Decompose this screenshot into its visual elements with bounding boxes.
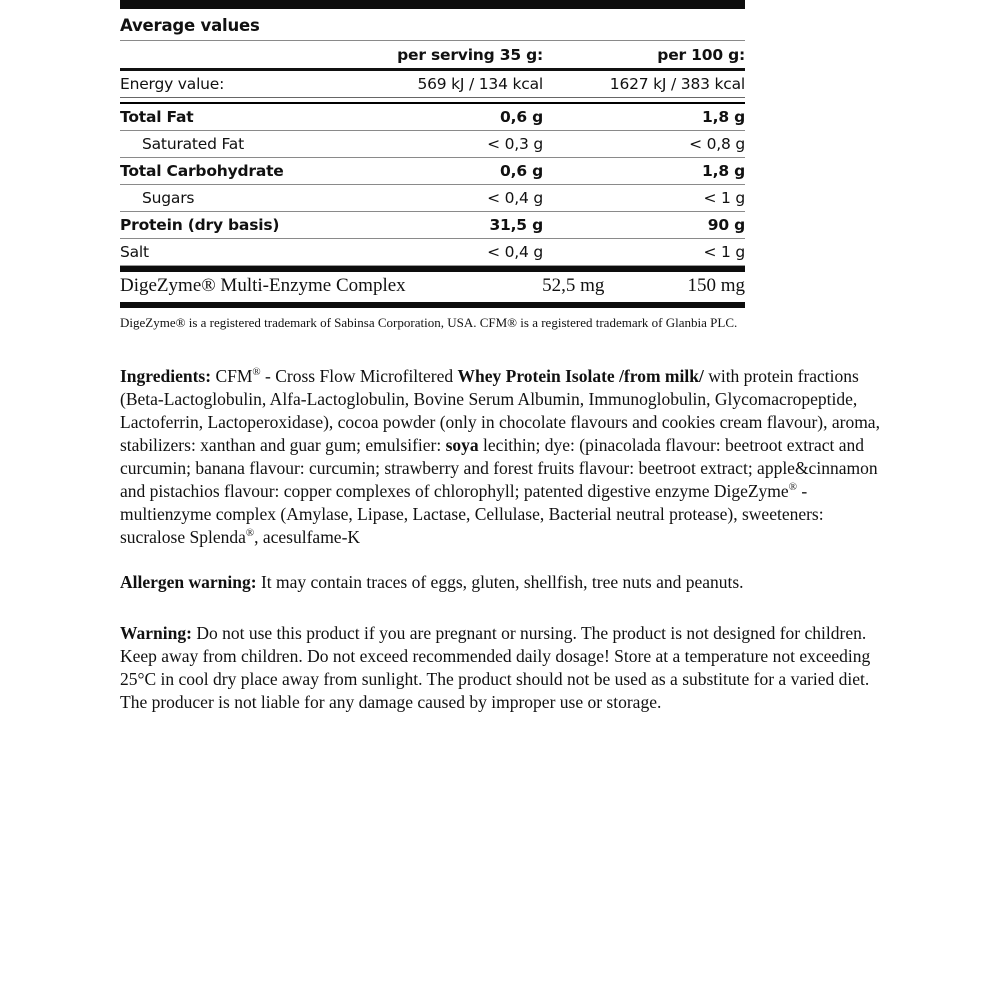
row-per100-value: < 1 g	[703, 243, 745, 261]
row-label: Total Carbohydrate	[120, 162, 284, 180]
table-row-energy	[120, 71, 745, 97]
row-label: DigeZyme® Multi-Enzyme Complex	[120, 275, 406, 296]
table-header-row	[120, 41, 745, 68]
row-label: Energy value:	[120, 75, 225, 93]
row-label: Sugars	[142, 189, 195, 207]
table-row-digezyme	[120, 272, 745, 300]
table-title: Average values	[120, 16, 260, 35]
column-header-per100: per 100 g:	[657, 45, 745, 64]
label-paragraphs	[120, 365, 885, 714]
trademark-footnote: DigeZyme® is a registered trademark of Sabinsa Corporation, USA. CFM® is a registered trademark of Glanbia PLC.	[120, 315, 738, 330]
row-serving-value: < 0,4 g	[487, 243, 543, 261]
row-serving-value: 52,5 mg	[542, 275, 605, 296]
double-rule	[120, 97, 745, 104]
ingredients-paragraph: Ingredients: CFM® - Cross Flow Microfiltered Whey Protein Isolate /from milk/ with protein fractions (Beta-Lactoglobulin, Alfa-Lactoglobulin, Bovine Serum Albumin, Immunoglobulin, Glycomacropeptide, Lactoferrin, Lactoperoxidase), cocoa powder (only in chocolate flavours and cookies cream flavour), aroma, stabilizers: xanthan and guar gum; emulsifier: soya lecithin; dye: (pinacolada flavour: beetroot extract and curcumin; banana flavour: curcumin; strawberry and forest fruits flavour: beetroot extract; apple&cinnamon and pistachios flavour: copper complexes of chlorophyll; patented digestive enzyme DigeZyme® - multienzyme complex (Amylase, Lipase, Lactase, Cellulase, Bacterial neutral protease), sweeteners: sucralose Splenda®, acesulfame-K	[120, 365, 880, 547]
row-label: Total Fat	[120, 108, 194, 126]
row-per100-value: < 0,8 g	[689, 135, 745, 153]
table-row-protein	[120, 212, 745, 238]
nutrition-table	[120, 0, 745, 331]
row-serving-value: 0,6 g	[500, 162, 543, 180]
thick-bar-above-enzyme	[120, 265, 745, 272]
warning-paragraph: Warning: Do not use this product if you are pregnant or nursing. The product is not designed for children. Keep away from children. Do not exceed recommended daily dosage! Store at a temperature not exceeding 25°C in cool dry place away from sunlight. The product should not be used as a substitute for a varied diet. The producer is not liable for any damage caused by improper use or storage.	[120, 622, 871, 712]
row-per100-value: 1,8 g	[702, 108, 745, 126]
table-row-total-carbohydrate	[120, 158, 745, 184]
thick-bar-below-enzyme	[120, 302, 745, 308]
row-serving-value: < 0,4 g	[487, 189, 543, 207]
row-per100-value: 90 g	[707, 216, 745, 234]
row-serving-value: 31,5 g	[489, 216, 543, 234]
row-serving-value: 569 kJ / 134 kcal	[417, 75, 543, 93]
row-serving-value: < 0,3 g	[487, 135, 543, 153]
row-label: Saturated Fat	[142, 135, 244, 153]
row-per100-value: 1,8 g	[702, 162, 745, 180]
row-per100-value: 1627 kJ / 383 kcal	[609, 75, 745, 93]
row-per100-value: 150 mg	[687, 275, 745, 296]
allergen-paragraph: Allergen warning: It may contain traces of eggs, gluten, shellfish, tree nuts and peanuts.	[120, 571, 744, 592]
top-black-bar	[120, 0, 745, 9]
row-label: Protein (dry basis)	[120, 216, 280, 234]
row-per100-value: < 1 g	[703, 189, 745, 207]
table-row-saturated-fat	[120, 131, 745, 157]
row-label: Salt	[120, 243, 149, 261]
table-row-total-fat	[120, 104, 745, 130]
column-header-serving: per serving 35 g:	[397, 45, 543, 64]
row-serving-value: 0,6 g	[500, 108, 543, 126]
table-row-sugars	[120, 185, 745, 211]
table-row-salt	[120, 239, 745, 265]
label-document	[120, 0, 885, 714]
